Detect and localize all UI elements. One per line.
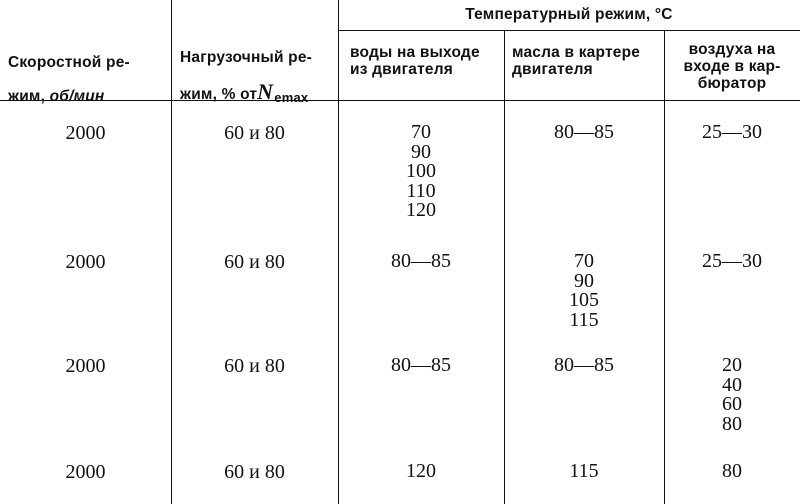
header-load-sub: e xyxy=(274,90,282,105)
header-temperature-group: Температурный режим, °C xyxy=(465,6,673,23)
cell-value: 60 xyxy=(722,393,742,415)
cell-speed: 2000 xyxy=(65,355,106,377)
cell-value: 120 xyxy=(406,199,436,221)
cell-oil xyxy=(504,462,664,482)
cell-water xyxy=(338,462,504,482)
cell-value: 25—30 xyxy=(702,250,762,272)
cell-value: 80—85 xyxy=(391,250,451,272)
cell-water xyxy=(338,252,504,272)
cell-value: 80—85 xyxy=(554,121,614,143)
header-load xyxy=(180,32,338,103)
cell-load: 60 и 80 xyxy=(224,461,285,483)
cell-speed: 2000 xyxy=(65,461,106,483)
cell-value: 90 xyxy=(574,269,594,292)
cell-oil xyxy=(504,252,664,330)
header-load-subscript xyxy=(274,90,308,105)
cell-water xyxy=(338,123,504,221)
header-air: воздуха на входе в кар- бюратор xyxy=(683,41,781,92)
cell-value: 100 xyxy=(406,160,436,182)
cell-oil xyxy=(504,123,664,143)
header-speed xyxy=(8,37,168,105)
header-speed-unit: об/мин xyxy=(49,88,105,105)
cell-value: 70 xyxy=(411,121,431,143)
cell-value: 70 xyxy=(574,250,594,272)
cell-value: 115 xyxy=(569,308,599,331)
cell-oil xyxy=(504,356,664,376)
cell-load: 60 и 80 xyxy=(224,355,285,377)
header-oil: масла в картере двигателя xyxy=(512,44,641,78)
cell-speed: 2000 xyxy=(65,251,106,273)
cell-air xyxy=(664,252,800,272)
cell-value: 80 xyxy=(722,412,742,435)
cell-value: 80 xyxy=(722,460,742,482)
header-speed-line2: жим, xyxy=(8,88,50,105)
cell-value: 80—85 xyxy=(391,354,451,376)
cell-water xyxy=(338,356,504,376)
cell-speed: 2000 xyxy=(65,122,106,144)
cell-value: 80—85 xyxy=(554,354,614,376)
cell-value: 40 xyxy=(722,373,742,396)
cell-air xyxy=(664,123,800,143)
header-load-max: max xyxy=(281,90,309,105)
cell-value: 90 xyxy=(411,140,431,163)
cell-value: 105 xyxy=(569,289,599,311)
cell-value: 20 xyxy=(722,354,742,376)
cell-air xyxy=(664,356,800,434)
cell-air xyxy=(664,462,800,482)
cell-load: 60 и 80 xyxy=(224,122,285,144)
header-load-line1: Нагрузочный ре- xyxy=(180,49,313,66)
cell-value: 25—30 xyxy=(702,121,762,143)
cell-value: 120 xyxy=(406,460,436,482)
header-load-symbol: N xyxy=(257,79,274,104)
cell-load: 60 и 80 xyxy=(224,251,285,273)
cell-value: 115 xyxy=(569,460,599,482)
header-water: воды на выходе из двигателя xyxy=(350,44,480,78)
header-load-line2: жим, % от xyxy=(180,86,258,103)
cell-value: 110 xyxy=(406,179,436,202)
header-rule xyxy=(338,30,800,31)
header-speed-line1: Скоростной ре- xyxy=(8,54,130,71)
